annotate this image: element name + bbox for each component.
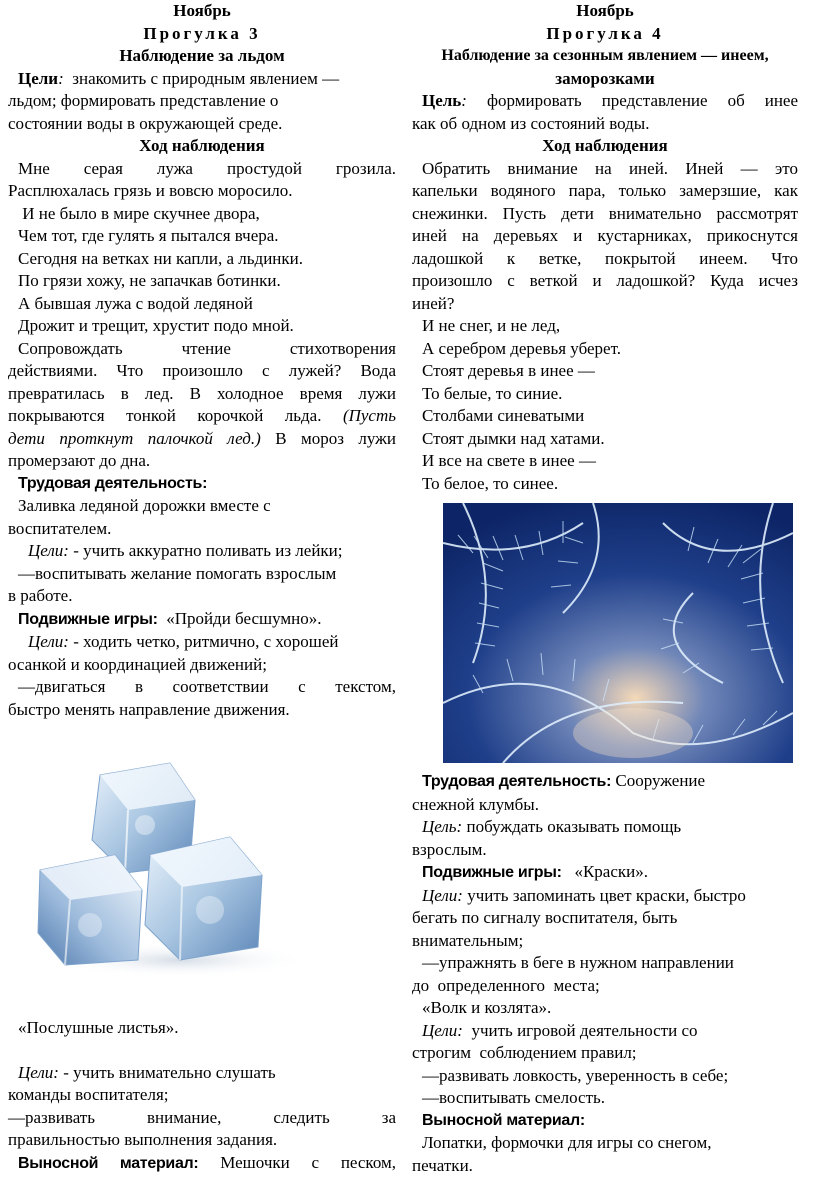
right-game2-goal: Цели: учить игровой деятельности со <box>422 1020 698 1040</box>
right-month: Ноябрь <box>576 1 634 20</box>
left-game-goal-line-4: быстро менять направление движения. <box>8 699 290 719</box>
right-poem-line-8: То белое, то синее. <box>422 473 559 493</box>
frost-pattern-image <box>443 503 793 763</box>
left-games-heading: Подвижные игры: «Пройди бесшумно». <box>18 608 322 628</box>
left-para-line-1: Сопровождать чтение стихотворения <box>18 338 396 358</box>
left-topic-title: Наблюдение за льдом <box>119 46 285 65</box>
right-poem-line-2: А серебром деревья уберет. <box>422 338 621 358</box>
right-para-line-5: ладошкой к ветке, покрытой инеем. Что <box>412 248 798 268</box>
right-lower-block <box>412 770 798 1177</box>
right-labor-heading: Трудовая деятельность: Сооружение <box>422 771 706 790</box>
left-month: Ноябрь <box>173 1 231 20</box>
right-para-line-6: произошло с веткой и ладошкой? Куда исчез <box>412 271 798 290</box>
left-goal: Цели: знакомить с природным явлением — <box>18 68 340 88</box>
left-para-line-6: промерзают до дна. <box>8 451 151 470</box>
ice-cubes-image <box>30 755 320 985</box>
left-goal-line-3: состоянии воды в окружающей среде. <box>8 113 283 133</box>
right-material-line-1: Лопатки, формочки для игры со снегом, <box>422 1133 712 1152</box>
left-game2-goal-line-2: команды воспитателя; <box>8 1085 169 1104</box>
left-blank <box>8 1040 396 1062</box>
left-labor-goal-line-2: —воспитывать желание помогать взрослым <box>18 563 337 583</box>
right-topic-title-2: заморозками <box>555 68 655 88</box>
right-game-goal-line-5: до определенного места; <box>412 975 600 995</box>
right-game2-name: «Волк и козлята». <box>422 998 552 1017</box>
right-para-line-7: иней? <box>412 293 455 313</box>
right-para-line-3: снежинки. Пусть дети внимательно рассмотрят <box>412 203 798 223</box>
right-goal-line-2: как об одном из состояний воды. <box>412 113 650 133</box>
left-walk-title: Прогулка 3 <box>143 23 261 43</box>
right-para-line-4: иней на деревьях и кустарниках, прикоснутся <box>412 226 798 245</box>
right-poem-line-5: Столбами синеватыми <box>422 406 585 425</box>
right-game2-goal-line-3: —развивать ловкость, уверенность в себе; <box>422 1065 729 1085</box>
left-poem-line-3: И не было в мире скучнее двора, <box>18 203 260 223</box>
left-goal-line-2: льдом; формировать представление о <box>8 91 279 110</box>
right-column <box>412 0 798 495</box>
left-game2-goal-line-4: правильностью выполнения задания. <box>8 1130 278 1149</box>
right-labor-line-2: снежной клумбы. <box>412 794 539 814</box>
left-labor-line-2: воспитателем. <box>8 518 112 538</box>
left-poem-line-8: Дрожит и трещит, хрустит подо мной. <box>18 316 294 335</box>
left-labor-line-1: Заливка ледяной дорожки вместе с <box>18 496 271 515</box>
right-para-line-2: капельки водяного пара, только замерзшие, как <box>412 181 798 200</box>
left-poem-line-2: Расплюхалась грязь и вовсю моросило. <box>8 181 293 200</box>
left-labor-heading: Трудовая деятельность: <box>18 474 208 492</box>
right-game-goal-line-3: внимательным; <box>412 930 524 950</box>
right-material-heading: Выносной материал: <box>422 1111 585 1129</box>
left-course-heading: Ход наблюдения <box>139 136 265 155</box>
left-game2-goal-line-3: —развивать внимание, следить за <box>8 1107 396 1127</box>
left-para-line-5: дети проткнут палочкой лед.) В мороз лужи <box>8 428 396 448</box>
right-poem-line-6: Стоят дымки над хатами. <box>422 428 605 448</box>
right-poem-line-3: Стоят деревья в инее — <box>422 361 595 380</box>
left-poem-line-4: Чем тот, где гулять я пытался вчера. <box>18 226 279 245</box>
right-topic-title-1: Наблюдение за сезонным явлением — инеем, <box>441 47 769 64</box>
right-walk-title: Прогулка 4 <box>546 23 664 43</box>
right-game2-goal-line-2: строгим соблюдением правил; <box>412 1043 637 1062</box>
left-game-goal-line-2: осанкой и координацией движений; <box>8 654 267 674</box>
left-lower-block <box>8 1017 396 1175</box>
left-poem-line-5: Сегодня на ветках ни капли, а льдинки. <box>18 248 303 268</box>
left-labor-goal-line-3: в работе. <box>8 586 73 605</box>
left-poem-line-6: По грязи хожу, не запачкав ботинки. <box>18 271 281 290</box>
left-poem-line-7: А бывшая лужа с водой ледяной <box>18 293 253 313</box>
left-poem-line-1: Мне серая лужа простудой грозила. <box>18 158 396 178</box>
right-goal: Цель: формировать представление об инее <box>422 91 799 110</box>
left-para-line-4: покрываются тонкой корочкой льда. (Пусть <box>8 406 396 425</box>
left-material: Выносной материал: Мешочки с песком, <box>18 1152 397 1172</box>
left-game2-goal: Цели: - учить внимательно слушать <box>18 1062 276 1082</box>
left-para-line-2: действиями. Что произошло с лужей? Вода <box>8 361 396 380</box>
right-labor-goal-line-2: взрослым. <box>412 839 487 859</box>
right-game2-goal-line-4: —воспитывать смелость. <box>422 1088 605 1107</box>
right-labor-goal: Цель: побуждать оказывать помощь <box>422 817 682 836</box>
right-games-heading: Подвижные игры: «Краски». <box>422 862 648 881</box>
right-game-goal: Цели: учить запоминать цвет краски, быстро <box>422 885 746 905</box>
left-para-line-3: превратилась в лед. В холодное время лужи <box>8 383 396 403</box>
right-game-goal-line-4: —упражнять в беге в нужном направлении <box>422 953 734 972</box>
right-poem-line-7: И все на свете в инее — <box>422 451 596 470</box>
right-poem-line-4: То белые, то синие. <box>422 383 563 403</box>
left-game-goal-line-3: —двигаться в соответствии с текстом, <box>18 677 396 696</box>
left-game-goal: Цели: - ходить четко, ритмично, с хорошей <box>28 632 339 651</box>
left-labor-goal: Цели: - учить аккуратно поливать из лейки; <box>28 541 343 560</box>
right-material-line-2: печатки. <box>412 1155 473 1175</box>
right-para-line-1: Обратить внимание на иней. Иней — это <box>422 158 798 178</box>
right-course-heading: Ход наблюдения <box>542 136 668 155</box>
right-poem-line-1: И не снег, и не лед, <box>422 316 561 335</box>
right-game-goal-line-2: бегать по сигналу воспитателя, быть <box>412 908 678 927</box>
left-game2-name: «Послушные листья». <box>18 1018 179 1037</box>
left-column <box>8 0 396 721</box>
